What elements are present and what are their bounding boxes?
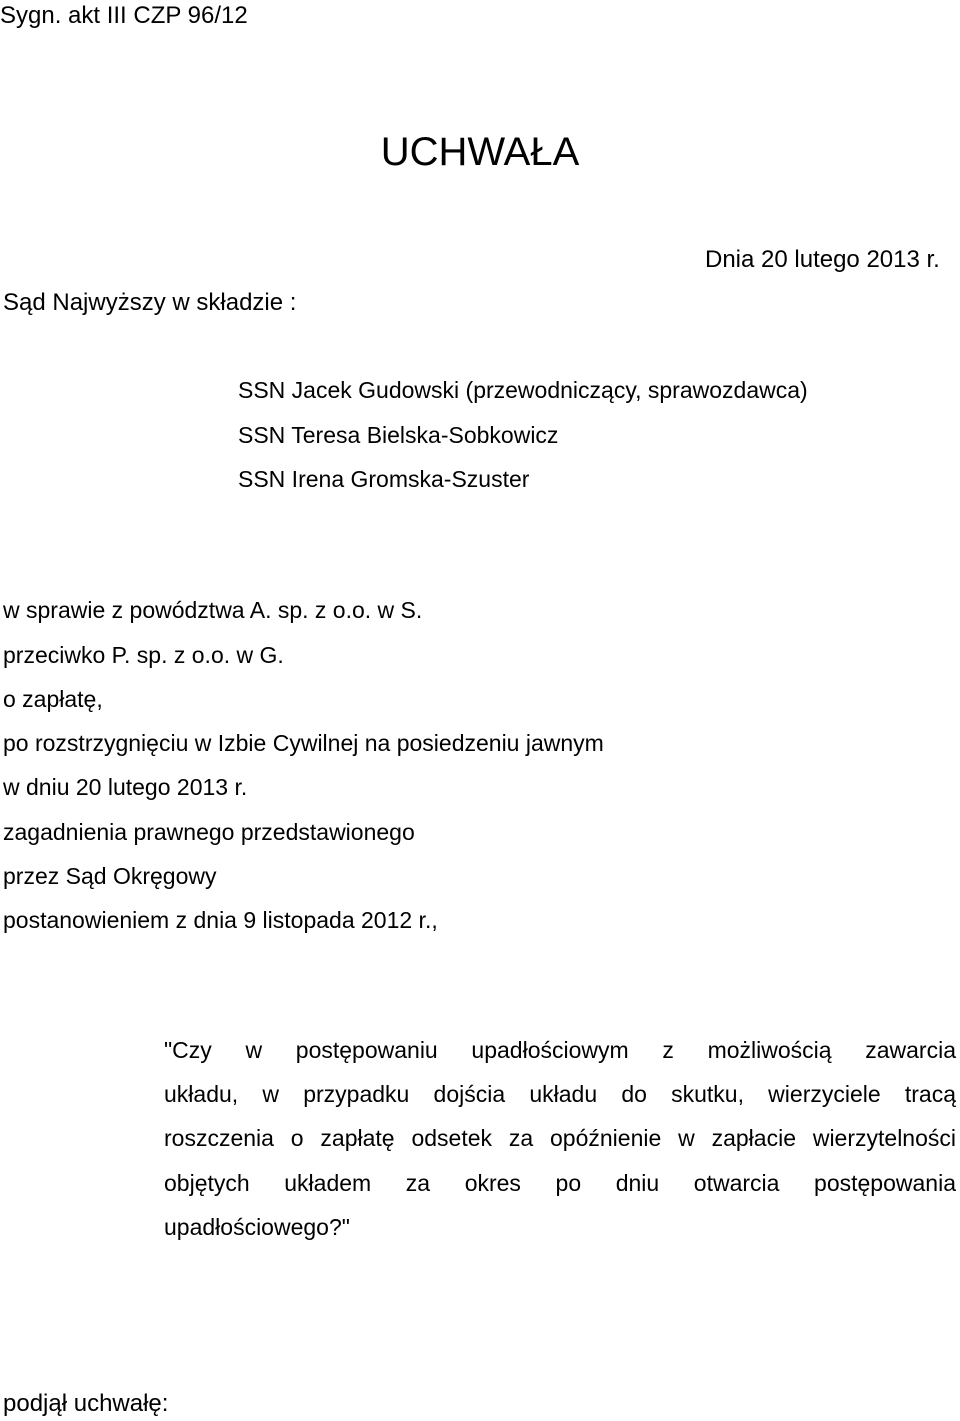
case-hearing-date: w dniu 20 lutego 2013 r. (3, 774, 248, 800)
document-title: UCHWAŁA (380, 130, 580, 174)
case-defendant: przeciwko P. sp. z o.o. w G. (3, 642, 284, 668)
judge-member: SSN Teresa Bielska-Sobkowicz (238, 422, 559, 448)
judge-member: SSN Irena Gromska-Szuster (238, 466, 530, 492)
case-subject: o zapłatę, (3, 686, 103, 712)
case-plaintiff: w sprawie z powództwa A. sp. z o.o. w S. (3, 597, 423, 623)
legal-question-line: upadłościowego?" (164, 1214, 350, 1240)
judge-presiding: SSN Jacek Gudowski (przewodniczący, sprawozdawca) (238, 377, 808, 403)
case-chamber: po rozstrzygnięciu w Izbie Cywilnej na posiedzeniu jawnym (3, 730, 604, 756)
case-referring-court: przez Sąd Okręgowy (3, 863, 217, 889)
case-signature: Sygn. akt III CZP 96/12 (0, 2, 248, 29)
legal-question-line: objętych układem za okres po dniu otwarcia postępowania (164, 1170, 956, 1196)
court-composition-label: Sąd Najwyższy w składzie : (3, 289, 297, 316)
legal-question-line: roszczenia o zapłatę odsetek za opóźnienie w zapłacie wierzytelności (164, 1125, 956, 1151)
decision-label: podjął uchwałę: (3, 1390, 169, 1417)
case-order-date: postanowieniem z dnia 9 listopada 2012 r., (3, 907, 438, 933)
legal-question-line: "Czy w postępowaniu upadłościowym z możliwością zawarcia (164, 1037, 956, 1063)
case-legal-issue: zagadnienia prawnego przedstawionego (3, 819, 415, 845)
resolution-date: Dnia 20 lutego 2013 r. (705, 246, 940, 273)
legal-question-line: układu, w przypadku dojścia układu do skutku, wierzyciele tracą (164, 1081, 956, 1107)
